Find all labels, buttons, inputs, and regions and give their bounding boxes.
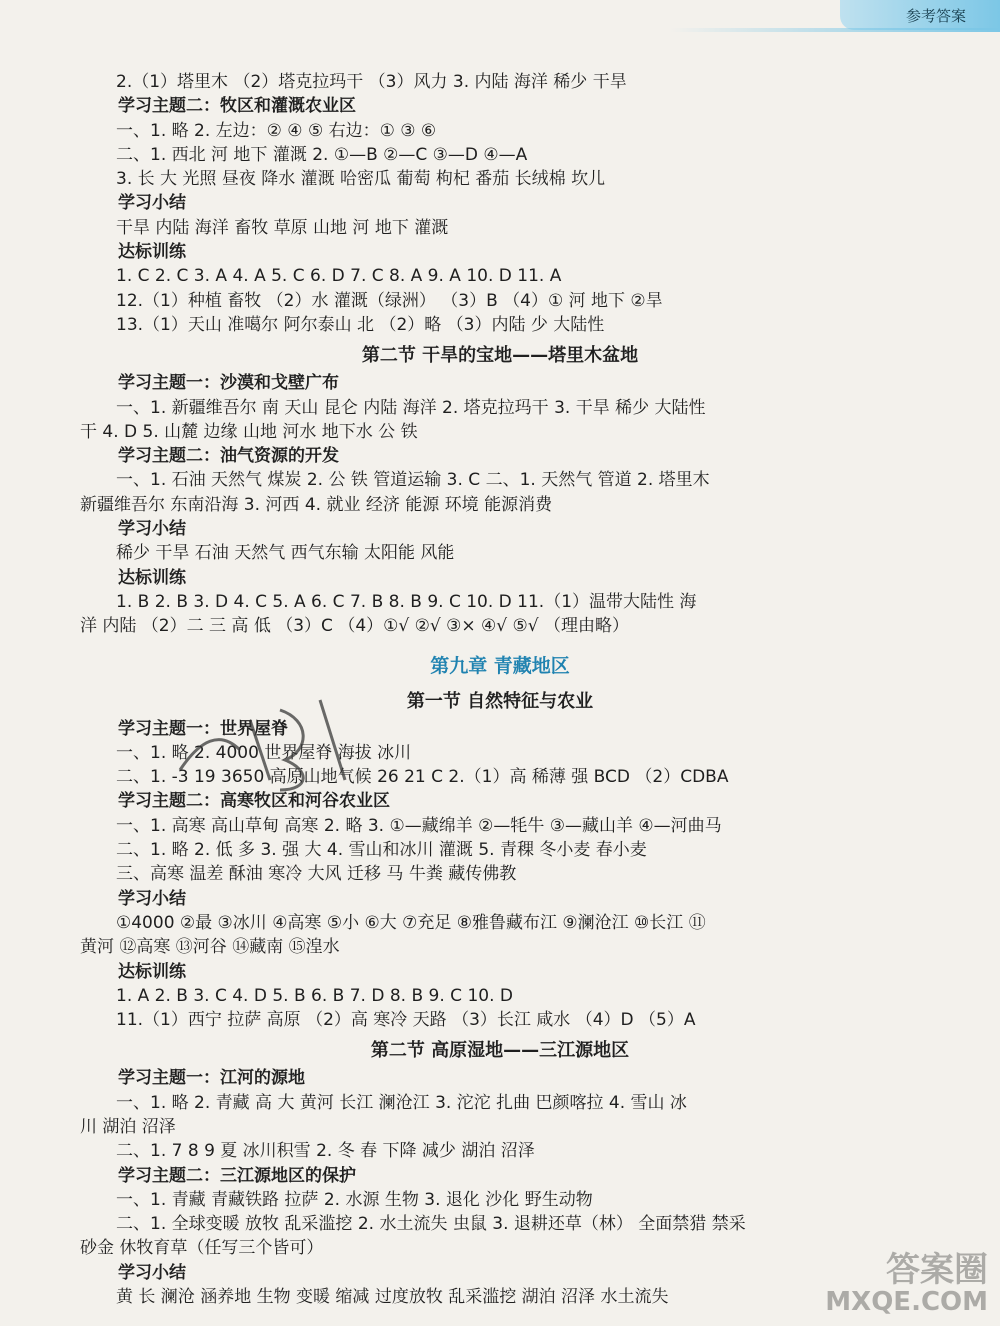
answer-line: 干 4. D 5. 山麓 边缘 山地 河水 地下水 公 铁 [80,421,418,442]
answer-line: 达标训练 [118,242,186,263]
answer-line: 一、1. 新疆维吾尔 南 天山 昆仑 内陆 海洋 2. 塔克拉玛干 3. 干旱 稀少 大陆性 [116,397,706,418]
answer-line: 稀少 干旱 石油 天然气 西气东输 太阳能 风能 [116,543,455,564]
answer-line: 二、1. 7 8 9 夏 冰川积雪 2. 冬 春 下降 减少 湖泊 沼泽 [116,1141,535,1162]
section-title: 第二节 高原湿地——三江源地区 [370,1040,630,1062]
watermark-brand: 答案圈 [886,1250,988,1290]
answer-line: 1. C 2. C 3. A 4. A 5. C 6. D 7. C 8. A 9. A 10. D 11. A [116,266,562,287]
answer-line: 学习小结 [118,193,186,214]
answer-line: 达标训练 [118,567,186,588]
watermark-url: MXQE.COM [825,1287,988,1317]
answer-line: 学习主题二：高寒牧区和河谷农业区 [118,791,390,812]
answer-line: 学习主题一：江河的源地 [118,1068,305,1089]
answer-line: 11.（1）西宁 拉萨 高原 （2）高 寒冷 天路 （3）长江 咸水 （4）D （5）A [116,1010,696,1031]
answer-line: 一、1. 略 2. 4000 世界屋脊 海拔 冰川 [116,742,412,763]
answer-line: 新疆维吾尔 东南沿海 3. 河西 4. 就业 经济 能源 环境 能源消费 [80,494,553,515]
header-label: 参考答案 [905,7,966,25]
answer-line: 1. A 2. B 3. C 4. D 5. B 6. B 7. D 8. B 9. C 10. D [116,985,513,1006]
answer-line: 二、1. 略 2. 低 多 3. 强 大 4. 雪山和冰川 灌溉 5. 青稞 冬小麦 春小麦 [116,840,647,861]
answer-line: 1. B 2. B 3. D 4. C 5. A 6. C 7. B 8. B 9. C 10. D 11.（1）温带大陆性 海 [116,591,697,612]
answer-line: 学习主题一：沙漠和戈壁广布 [118,373,339,394]
answer-line: 三、高寒 温差 酥油 寒冷 大风 迁移 马 牛粪 藏传佛教 [116,864,517,885]
answer-line: 学习主题二：三江源地区的保护 [118,1165,356,1186]
answer-line: 3. 长 大 光照 昼夜 降水 灌溉 哈密瓜 葡萄 枸杞 番茄 长绒棉 坎儿 [116,169,606,190]
answer-line: 一、1. 石油 天然气 煤炭 2. 公 铁 管道运输 3. C 二、1. 天然气 管道 2. 塔里木 [116,470,710,491]
answer-line: 学习主题二：油气资源的开发 [118,446,339,467]
answer-line: 干旱 内陆 海洋 畜牧 草原 山地 河 地下 灌溉 [116,217,449,238]
answer-line: 黄河 ⑫高寒 ⑬河谷 ⑭藏南 ⑮湟水 [80,937,340,958]
answer-line: 12.（1）种植 畜牧 （2）水 灌溉（绿洲） （3）B （4）① 河 地下 ②旱 [116,290,663,311]
header-divider [670,28,1000,32]
answer-line: 学习小结 [118,1262,186,1283]
answer-line: 学习主题一：世界屋脊 [118,718,288,739]
answer-line: 一、1. 略 2. 青藏 高 大 黄河 长江 澜沧江 3. 沱沱 扎曲 巴颜喀拉 4. 雪山 冰 [116,1092,687,1113]
answer-line: 13.（1）天山 准噶尔 阿尔泰山 北 （2）略 （3）内陆 少 大陆性 [116,314,605,335]
answer-line: 二、1. 西北 河 地下 灌溉 2. ①—B ②—C ③—D ④—A [116,144,528,165]
chapter-title: 第九章 青藏地区 [430,654,570,677]
answer-line: 二、1. 全球变暖 放牧 乱采滥挖 2. 水土流失 虫鼠 3. 退耕还草（林） 全面禁猎 禁采 [116,1214,746,1235]
handwritten-scribble [160,680,360,800]
answer-line: 洋 内陆 （2）二 三 高 低 （3）C （4）①√ ②√ ③× ④√ ⑤√ （理由略） [80,616,629,637]
answer-line: 达标训练 [118,961,186,982]
answer-line: 学习主题二：牧区和灌溉农业区 [118,96,356,117]
answer-line: 一、1. 青藏 青藏铁路 拉萨 2. 水源 生物 3. 退化 沙化 野生动物 [116,1189,593,1210]
answer-line: 二、1. -3 19 3650 高原山地气候 26 21 C 2.（1）高 稀薄 强 BCD （2）CDBA [116,767,729,788]
watermark-logo [825,1252,988,1316]
answer-line: 学习小结 [118,519,186,540]
page-header-tab [840,0,1000,30]
answer-line: 学习小结 [118,888,186,909]
answer-line: 一、1. 高寒 高山草甸 高寒 2. 略 3. ①—藏绵羊 ②—牦牛 ③—藏山羊 ④—河曲马 [116,815,722,836]
answer-line: 黄 长 澜沧 涵养地 生物 变暖 缩减 过度放牧 乱采滥挖 湖泊 沼泽 水土流失 [116,1287,669,1308]
answer-line: 一、1. 略 2. 左边：② ④ ⑤ 右边：① ③ ⑥ [116,120,437,141]
answer-line: ①4000 ②最 ③冰川 ④高寒 ⑤小 ⑥大 ⑦充足 ⑧雅鲁藏布江 ⑨澜沧江 ⑩长江 ⑪ [116,912,706,933]
answer-line: 砂金 休牧育草（任写三个皆可） [80,1238,324,1259]
section-title: 第一节 自然特征与农业 [406,690,594,712]
answer-line: 2.（1）塔里木 （2）塔克拉玛干 （3）风力 3. 内陆 海洋 稀少 干旱 [116,72,627,92]
section-title: 第二节 干旱的宝地——塔里木盆地 [361,345,639,367]
answer-line: 川 湖泊 沼泽 [80,1116,176,1137]
